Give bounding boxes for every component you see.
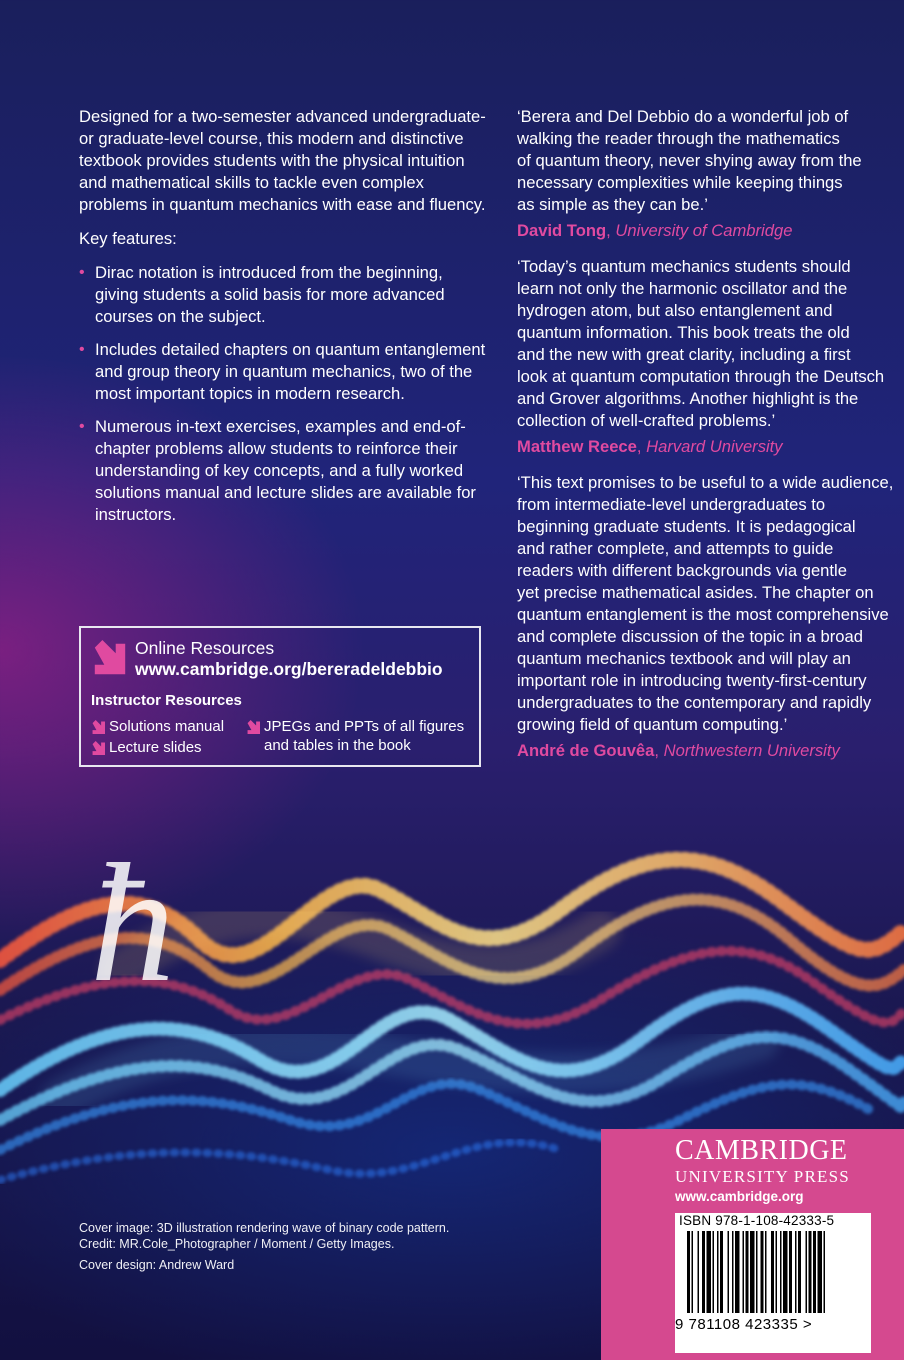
barcode-bar: [746, 1231, 749, 1313]
intro-paragraph: Designed for a two-semester advanced undergraduate- or graduate-level course, this modern and distinctive textbook provides students with the physical intuition and mathematical skills to tackle even complex problems in quantum mechanics with ease and fluency.: [79, 107, 486, 214]
barcode-bar: [818, 1231, 823, 1313]
barcode-bar: [813, 1231, 816, 1313]
review-quote: ‘Berera and Del Debbio do a wonderful job of walking the reader through the mathematics of quantum theory, never shying away from the necessary complexities while keeping things as simple as they can be.’ David Tong, University of Cambridge: [517, 106, 904, 242]
resource-item-solutions: Solutions manual: [91, 717, 224, 736]
publisher-website-link[interactable]: www.cambridge.org: [675, 1189, 804, 1204]
barcode-bar: [728, 1231, 730, 1313]
publisher-block: [601, 1129, 904, 1360]
barcode-bar: [720, 1231, 723, 1313]
barcode-bar: [743, 1231, 745, 1313]
barcode-number: 9 781108 423335 >: [675, 1316, 813, 1333]
barcode-bar: [713, 1231, 715, 1313]
barcode-bar: [806, 1231, 808, 1313]
barcode-bar: [687, 1231, 690, 1313]
photographer-credit: Credit: MR.Cole_Photographer / Moment / Getty Images.: [79, 1237, 395, 1251]
online-resources-title: Online Resources: [135, 638, 275, 658]
arrow-down-right-icon: [246, 720, 260, 734]
barcode-bar: [783, 1231, 788, 1313]
resource-item-tables: and tables in the book: [264, 737, 411, 754]
barcode-bar: [776, 1231, 778, 1313]
barcode-bar: [795, 1231, 797, 1313]
barcode-bar: [717, 1231, 719, 1313]
feature-item: • Includes detailed chapters on quantum entanglement and group theory in quantum mechanics, two of the most important topics in modern research.: [79, 340, 486, 403]
features-list: [79, 262, 489, 526]
resource-item-figures: JPEGs and PPTs of all figures: [246, 717, 464, 736]
barcode-bar: [771, 1231, 774, 1313]
barcode-bar: [735, 1231, 740, 1313]
feature-item: • Numerous in-text exercises, examples and end-of-chapter problems allow students to reinforce their understanding of key concepts, and a fully worked solutions manual and lecture slides are available for instructors.: [79, 417, 476, 524]
resource-item-slides: Lecture slides: [91, 738, 202, 757]
barcode-bar: [761, 1231, 764, 1313]
barcode-bar: [780, 1231, 782, 1313]
barcode-bar: [789, 1231, 792, 1313]
isbn-barcode: [675, 1213, 871, 1353]
barcode-bar: [765, 1231, 767, 1313]
description-column: [79, 106, 489, 537]
barcode-bar: [698, 1231, 700, 1313]
barcode-bar: [756, 1231, 758, 1313]
reviews-column: [517, 106, 904, 776]
publisher-subname: UNIVERSITY PRESS: [675, 1167, 850, 1186]
cover-design-credit: Cover design: Andrew Ward: [79, 1258, 235, 1272]
feature-item: • Dirac notation is introduced from the beginning, giving students a solid basis for more advanced courses on the subject.: [79, 263, 445, 326]
publisher-logo: CAMBRIDGE: [675, 1135, 848, 1166]
instructor-resources-heading: Instructor Resources: [91, 692, 242, 709]
arrow-down-right-icon: [91, 741, 105, 755]
resources-url-link[interactable]: www.cambridge.org/bereradeldebbio: [135, 659, 443, 679]
cover-credits: [79, 1220, 449, 1273]
review-attribution: Matthew Reece, Harvard University: [517, 437, 783, 456]
bullet-icon: •: [79, 341, 85, 358]
barcode-bar: [824, 1231, 826, 1313]
barcode-bar: [732, 1231, 734, 1313]
review-quote: ‘This text promises to be useful to a wide audience, from intermediate-level undergraduates to beginning graduate students. It is pedagogical and rather complete, and attempts to guide readers with different backgrounds via gentle yet precise mathematical asides. The chapter on quantum entanglement is the most comprehensive and complete discussion of the topic in a broad quantum mechanics textbook and will play an important role in introducing twenty-first-century undergraduates to the contemporary and rapidly growing field of quantum computing.’ André de Gouvêa, Northwestern University: [517, 472, 904, 762]
barcode-bar: [809, 1231, 812, 1313]
barcode-bars: [679, 1231, 867, 1315]
review-quote: ‘Today’s quantum mechanics students should learn not only the harmonic oscillator and the hydrogen atom, but also entanglement and quantum information. This book treats the old and the new with great clarity, including a first look at quantum computation through the Deutsch and Grover algorithms. Another highlight is the collection of well-crafted problems.’ Matthew Reece, Harvard University: [517, 256, 904, 458]
arrow-down-right-icon: [91, 720, 105, 734]
features-heading: Key features:: [79, 229, 177, 248]
barcode-bar: [702, 1231, 705, 1313]
online-resources-box: [79, 626, 481, 767]
isbn-text: ISBN 978-1-108-42333-5: [679, 1213, 835, 1228]
review-attribution: David Tong, University of Cambridge: [517, 221, 793, 240]
barcode-bar: [750, 1231, 755, 1313]
h-bar-symbol: ħ: [90, 829, 175, 1017]
cover-image-credit: Cover image: 3D illustration rendering wave of binary code pattern.: [79, 1221, 450, 1235]
arrow-down-right-icon: [91, 640, 127, 676]
barcode-bar: [692, 1231, 694, 1313]
bullet-icon: •: [79, 264, 85, 281]
review-attribution: André de Gouvêa, Northwestern University: [517, 741, 840, 760]
barcode-bar: [707, 1231, 712, 1313]
bullet-icon: •: [79, 418, 85, 435]
barcode-bar: [798, 1231, 801, 1313]
